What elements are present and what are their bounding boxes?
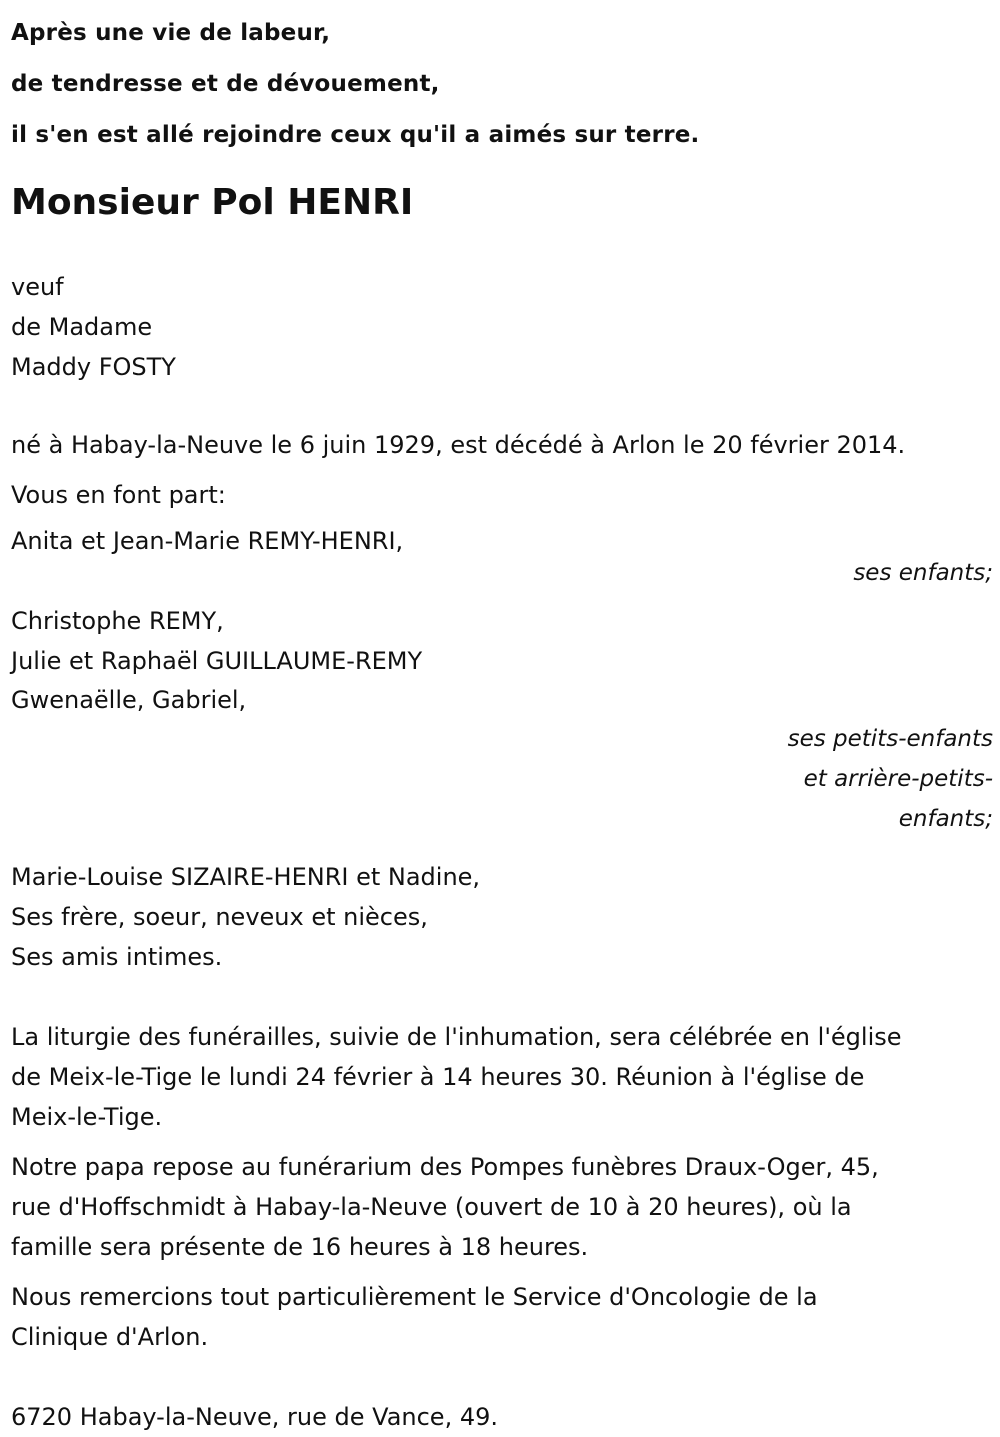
rest-line: Notre papa repose au funérarium des Pompes funèbres Draux-Oger, 45, bbox=[11, 1153, 879, 1181]
birth-death-line: né à Habay-la-Neuve le 6 juin 1929, est décédé à Arlon le 20 février 2014. bbox=[11, 431, 906, 459]
announcement bbox=[11, 475, 991, 515]
rest-line: rue d'Hoffschmidt à Habay-la-Neuve (ouvert de 10 à 20 heures), où la bbox=[11, 1193, 852, 1221]
grandchild-line: Christophe REMY, bbox=[11, 607, 224, 635]
intro-line: Après une vie de labeur, bbox=[11, 20, 331, 46]
grandchildren-relation: et arrière-petits- bbox=[803, 766, 993, 792]
funeral-info bbox=[11, 1017, 991, 1137]
thanks-info bbox=[11, 1277, 991, 1357]
birth-death-info bbox=[11, 425, 991, 465]
grandchild-line: Julie et Raphaël GUILLAUME-REMY bbox=[11, 647, 423, 675]
rest-line: famille sera présente de 16 heures à 18 heures. bbox=[11, 1233, 589, 1261]
funeral-line: de Meix-le-Tige le lundi 24 février à 14 heures 30. Réunion à l'église de bbox=[11, 1063, 865, 1091]
spouse-line: Maddy FOSTY bbox=[11, 353, 176, 381]
announcement-line: Vous en font part: bbox=[11, 481, 226, 509]
thanks-line: Clinique d'Arlon. bbox=[11, 1323, 209, 1351]
grandchildren-section bbox=[11, 601, 991, 839]
spouse-info bbox=[11, 267, 991, 387]
funeral-line: Meix-le-Tige. bbox=[11, 1103, 163, 1131]
funeral-line: La liturgie des funérailles, suivie de l'inhumation, sera célébrée en l'église bbox=[11, 1023, 902, 1051]
rest-info bbox=[11, 1147, 991, 1267]
grandchildren-relation: enfants; bbox=[898, 806, 993, 832]
relative-line: Marie-Louise SIZAIRE-HENRI et Nadine, bbox=[11, 863, 481, 891]
relative-line: Ses amis intimes. bbox=[11, 943, 223, 971]
intro-line: de tendresse et de dévouement, bbox=[11, 71, 440, 97]
deceased-name: Monsieur Pol HENRI bbox=[11, 182, 414, 223]
address-info bbox=[11, 1397, 991, 1437]
intro-line: il s'en est allé rejoindre ceux qu'il a aimés sur terre. bbox=[11, 122, 700, 148]
spouse-line: veuf bbox=[11, 273, 64, 301]
intro-verse bbox=[11, 0, 991, 161]
other-relatives bbox=[11, 857, 991, 977]
address-line: 6720 Habay-la-Neuve, rue de Vance, 49. bbox=[11, 1403, 498, 1431]
relative-line: Ses frère, soeur, neveux et nièces, bbox=[11, 903, 428, 931]
thanks-line: Nous remercions tout particulièrement le Service d'Oncologie de la bbox=[11, 1283, 818, 1311]
children-names: Anita et Jean-Marie REMY-HENRI, bbox=[11, 527, 404, 555]
children-section bbox=[11, 525, 991, 589]
grandchild-line: Gwenaëlle, Gabriel, bbox=[11, 686, 247, 714]
spouse-line: de Madame bbox=[11, 313, 153, 341]
grandchildren-relation: ses petits-enfants bbox=[787, 726, 993, 752]
children-relation: ses enfants; bbox=[853, 560, 993, 586]
obituary-notice bbox=[11, 0, 991, 1437]
